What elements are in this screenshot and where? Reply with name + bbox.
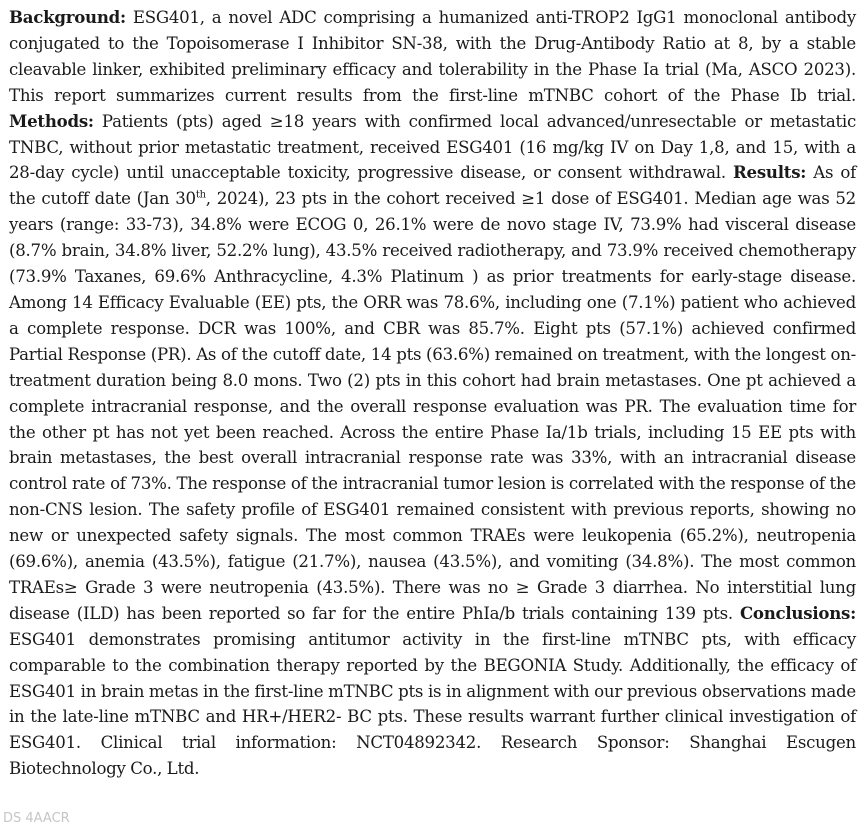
watermark: DS 4AACR (3, 811, 70, 826)
abstract-body (9, 5, 856, 782)
methods-heading: Methods: (9, 110, 94, 131)
background-heading: Background: (9, 7, 126, 27)
date-ordinal-superscript: th (195, 189, 206, 201)
background-text: ESG401, a novel ADC comprising a humanized anti-TROP2 IgG1 monoclonal antibody conjugated to the Topoisomerase I Inhibitor SN-38, with the Drug-Antibody Ratio at 8, by a stable cleavable linker, exhibited preliminary efficacy and tolerability in the Phase Ia trial (Ma, ASCO 2023). This report summarizes current results from the first-line mTNBC cohort of the Phase Ib trial. (9, 8, 856, 105)
methods-text: Patients (pts) aged ≥18 years with confirmed local advanced/unresectable or metastatic TNBC, without prior metastatic treatment, received ESG401 (16 mg/kg IV on Day 1,8, and 15, with a 28-day cycle) until unacceptable toxicity, progressive disease, or consent withdrawal. (9, 111, 856, 183)
conclusions-text: ESG401 demonstrates promising antitumor activity in the first-line mTNBC pts, with efficacy comparable to the combination therapy reported by the BEGONIA Study. Additionally, the efficacy of ESG401 in brain metas in the first-line mTNBC pts is in alignment with our previous observations made in the late-line mTNBC and HR+/HER2- BC pts. These results warrant further clinical investigation of ESG401. Clinical trial information: NCT04892342. Research Sponsor: Shanghai Escugen Biotechnology Co., Ltd. (9, 629, 856, 779)
results-text-part-2: , 2024), 23 pts in the cohort received ≥1 dose of ESG401. Median age was 52 years (range: 33-73), 34.8% were ECOG 0, 26.1% were de novo stage IV, 73.9% had visceral disease (8.7% brain, 34.8% liver, 52.2% lung), 43.5% received radiotherapy, and 73.9% received chemotherapy (73.9% Taxanes, 69.6% Anthracycline, 4.3% Platinum ) as prior treatments for early-stage disease. Among 14 Efficacy Evaluable (EE) pts, the ORR was 78.6%, including one (7.1%) patient who achieved a complete response. DCR was 100%, and CBR was 85.7%. Eight pts (57.1%) achieved confirmed Partial Response (PR). As of the cutoff date, 14 pts (63.6%) remained on treatment, with the longest on-treatment duration being 8.0 mons. Two (2) pts in this cohort had brain metastases. One pt achieved a complete intracranial response, and the overall response evaluation was PR. The evaluation time for the other pt has not yet been reached. Across the entire Phase Ia/1b trials, including 15 EE pts with brain metastases, the best overall intracranial response rate was 33%, with an intracranial disease control rate of 73%. The response of the intracranial tumor lesion is correlated with the response of the non-CNS lesion. The safety profile of ESG401 remained consistent with previous reports, showing no new or unexpected safety signals. The most common TRAEs were leukopenia (65.2%), neutropenia (69.6%), anemia (43.5%), fatigue (21.7%), nausea (43.5%), and vomiting (34.8%). The most common TRAEs≥ Grade 3 were neutropenia (43.5%). There was no ≥ Grade 3 diarrhea. No interstitial lung disease (ILD) has been reported so far for the entire PhIa/b trials containing 139 pts. (9, 189, 856, 623)
results-text-part-1: As of the cutoff date (Jan 30 (9, 163, 856, 209)
results-heading: Results: (732, 162, 807, 183)
conclusions-heading: Conclusions: (739, 602, 856, 623)
